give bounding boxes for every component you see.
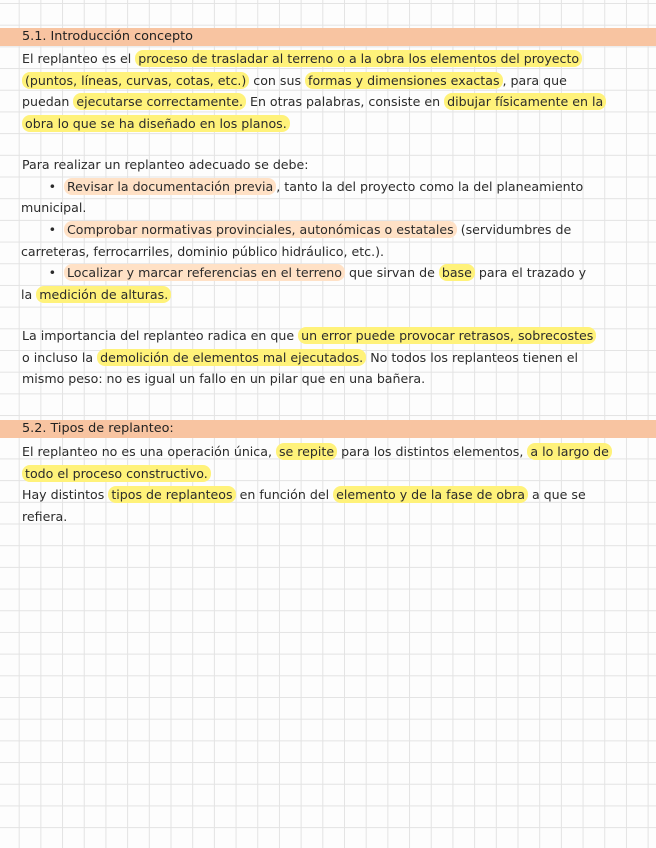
- text: No todos los replanteos tienen el: [366, 349, 578, 365]
- highlight-yellow: obra lo que se ha diseñado en los planos.: [22, 115, 290, 132]
- highlight-yellow: base: [439, 264, 475, 281]
- bullet-icon: •: [48, 178, 56, 194]
- text: El replanteo es el: [22, 51, 136, 66]
- text: En otras palabras, consiste en: [245, 94, 445, 110]
- highlight-yellow: un error puede provocar retrasos, sobrecostes: [298, 327, 596, 344]
- intro-line: Para realizar un replanteo adecuado se debe:: [22, 157, 309, 172]
- highlight-yellow: elemento y de la fase de obra: [333, 486, 528, 503]
- highlight-orange: Revisar la documentación previa: [64, 178, 276, 195]
- text: en función del: [235, 487, 334, 503]
- highlight-yellow: a lo largo de: [527, 443, 612, 460]
- paragraph-tipos: [22, 441, 642, 528]
- bullet-item: [22, 262, 642, 284]
- bullet-icon: •: [48, 222, 56, 238]
- highlight-orange: Localizar y marcar referencias en el terreno: [64, 264, 345, 281]
- highlight-orange: Comprobar normativas provinciales, autonómicas o estatales: [64, 221, 457, 238]
- text-line: [22, 91, 642, 113]
- highlight-yellow: demolición de elementos mal ejecutados.: [97, 349, 366, 366]
- highlight-yellow: proceso de trasladar al terreno o a la obra los elementos del proyecto: [135, 50, 582, 67]
- paragraph-definicion: [22, 48, 642, 135]
- text: La importancia del replanteo radica en que: [22, 328, 299, 343]
- text-line: [22, 463, 642, 485]
- text: puedan: [22, 94, 74, 110]
- text: , tanto la del proyecto como la del planeamiento: [276, 178, 584, 194]
- bullet-item: [22, 219, 642, 241]
- text-line: refiera.: [22, 509, 68, 525]
- highlight-yellow: medición de alturas.: [36, 286, 171, 303]
- text: (servidumbres de: [456, 222, 572, 238]
- highlight-yellow: ejecutarse correctamente.: [73, 93, 246, 110]
- bullet-continuation: municipal.: [21, 200, 87, 216]
- bullet-icon: •: [48, 265, 56, 281]
- highlight-yellow: (puntos, líneas, curvas, cotas, etc.): [22, 72, 249, 89]
- text-line: [22, 347, 642, 369]
- section-heading-tipos: 5.2. Tipos de replanteo:: [0, 420, 656, 438]
- text-line: [22, 325, 642, 347]
- highlight-yellow: todo el proceso constructivo.: [22, 465, 211, 482]
- text: a que se: [527, 487, 586, 503]
- text: la: [21, 287, 37, 303]
- text-line: [22, 441, 642, 463]
- bullet-continuation: [21, 284, 642, 306]
- bullet-continuation: carreteras, ferrocarriles, dominio público hidráulico, etc.).: [21, 243, 384, 259]
- text-line: [22, 70, 642, 92]
- text: , para que: [502, 72, 567, 88]
- highlight-yellow: dibujar físicamente en la: [444, 93, 606, 110]
- text-line: mismo peso: no es igual un fallo en un pilar que en una bañera.: [22, 371, 426, 387]
- paragraph-importancia: [22, 325, 642, 390]
- section-heading-introduccion: 5.1. Introducción concepto: [0, 28, 656, 46]
- text: para los distintos elementos,: [337, 444, 528, 459]
- text: que sirvan de: [344, 265, 439, 281]
- text-line: [22, 113, 642, 135]
- text: Hay distintos: [22, 487, 109, 503]
- bullet-item: [22, 176, 642, 198]
- text: o incluso la: [22, 349, 98, 365]
- text: con sus: [249, 72, 306, 88]
- paragraph-requisitos: [22, 154, 642, 306]
- highlight-yellow: formas y dimensiones exactas: [305, 72, 503, 89]
- highlight-yellow: tipos de replanteos: [108, 486, 235, 503]
- text-line: [22, 48, 642, 70]
- text-line: [22, 484, 642, 506]
- text: para el trazado y: [474, 265, 587, 281]
- text: El replanteo no es una operación única,: [22, 444, 276, 459]
- highlight-yellow: se repite: [276, 443, 337, 460]
